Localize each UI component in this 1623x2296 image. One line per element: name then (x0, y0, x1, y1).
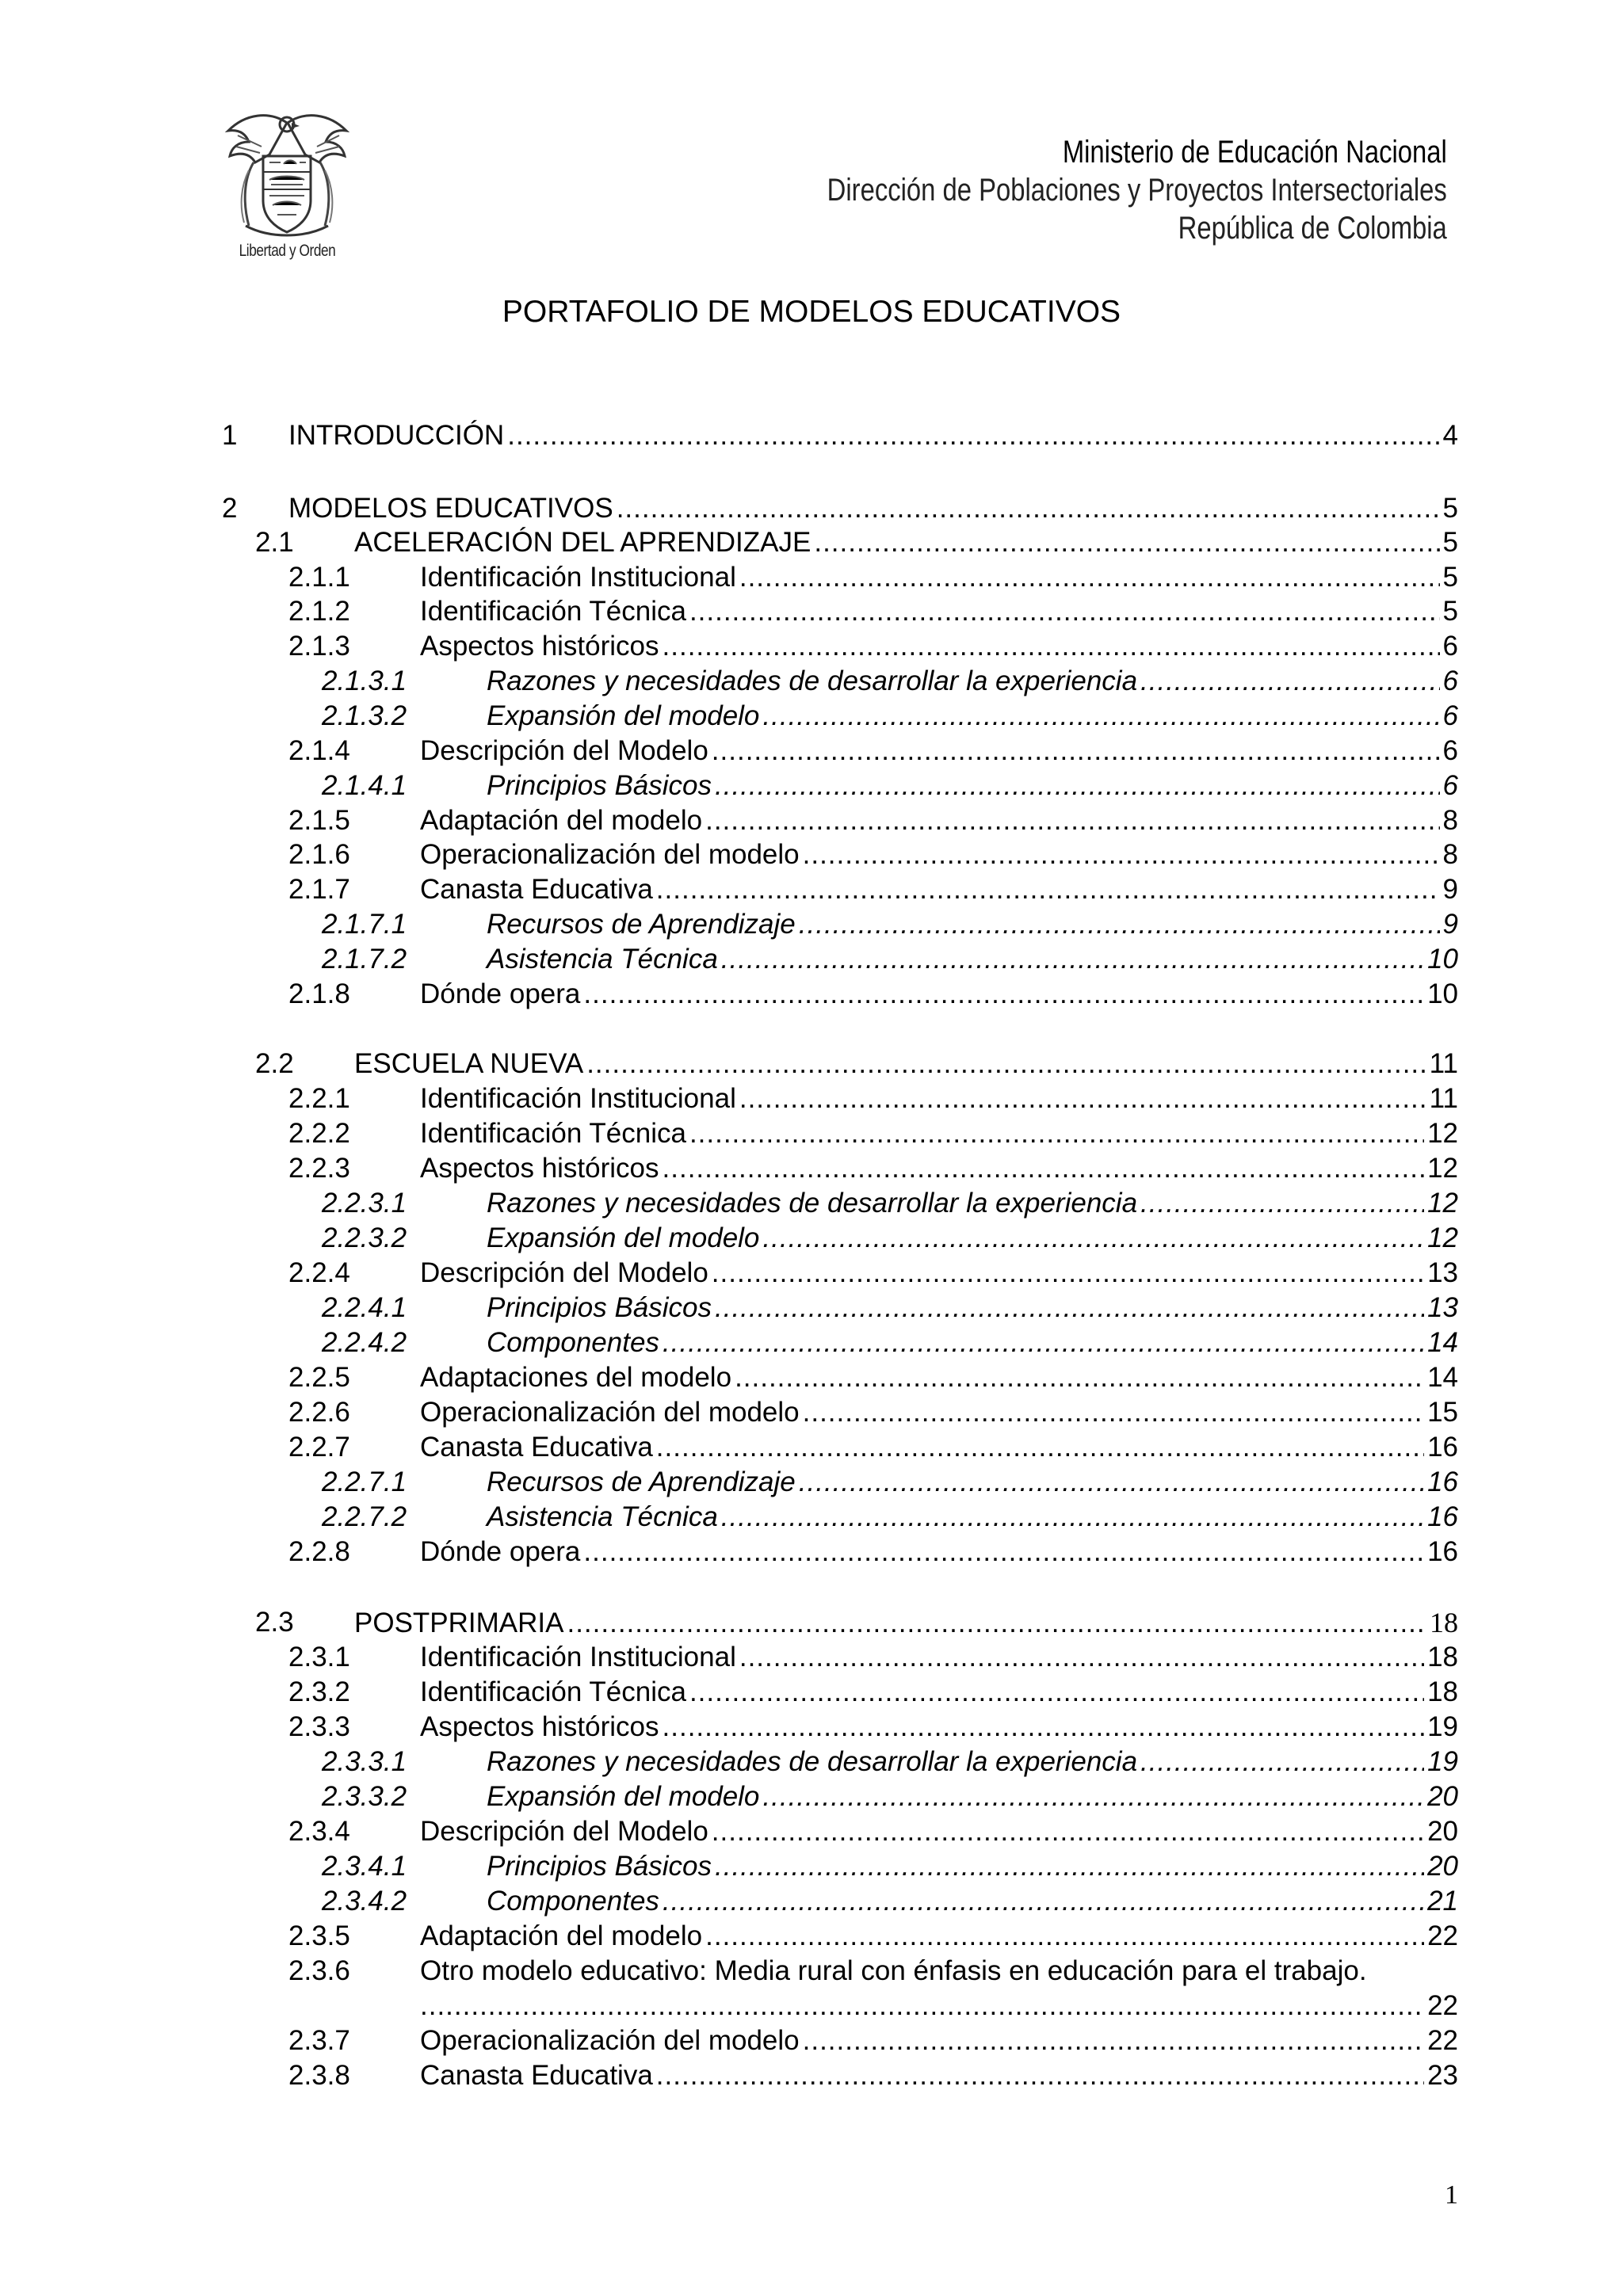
toc-entry-number: 2.1.7 (288, 874, 350, 905)
toc-entry[interactable] (0, 1535, 1623, 1569)
toc-entry-number: 2.2.8 (288, 1536, 350, 1567)
toc-entry[interactable] (0, 837, 1623, 872)
dot-leader (721, 1500, 1424, 1535)
toc-entry-label: Recursos de Aprendizaje (487, 1465, 799, 1500)
toc-entry[interactable] (0, 2023, 1623, 2058)
toc-entry-number: 2.2.3.1 (322, 1188, 407, 1219)
toc-entry-label: Identificación Institucional (420, 1640, 739, 1675)
toc-entry-label: Operacionalización del modelo (420, 837, 803, 872)
dot-leader (705, 1919, 1424, 1954)
toc-entry-number: 2.3.7 (288, 2025, 350, 2056)
toc-entry[interactable] (0, 1605, 1623, 1640)
dot-leader (1140, 664, 1440, 699)
country-name: República de Colombia (1178, 211, 1447, 246)
toc-entry-number: 2.2 (255, 1048, 294, 1079)
dot-leader (420, 1989, 1424, 2023)
toc-entry[interactable] (0, 1291, 1623, 1325)
dot-leader (617, 491, 1440, 526)
toc-entry-label: Dónde opera (420, 977, 583, 1012)
toc-entry-page: 15 (1427, 1397, 1458, 1428)
toc-entry[interactable] (0, 803, 1623, 838)
toc-entry[interactable] (0, 907, 1623, 942)
toc-entry-label: Canasta Educativa (420, 2058, 656, 2093)
dot-leader (799, 1465, 1424, 1500)
toc-entry-page: 22 (1427, 1920, 1458, 1951)
toc-entry-page: 8 (1442, 805, 1458, 836)
dot-leader (739, 560, 1440, 595)
toc-entry[interactable] (0, 1186, 1623, 1221)
toc-entry-page: 5 (1442, 562, 1458, 593)
toc-entry-number: 2.3.8 (288, 2060, 350, 2091)
toc-entry-number: 2.1.3 (288, 631, 350, 662)
dot-leader (1140, 1186, 1424, 1221)
dot-leader (799, 907, 1440, 942)
toc-entry-page: 14 (1427, 1327, 1458, 1358)
dot-leader (689, 1675, 1424, 1710)
toc-entry-label: Adaptación del modelo (420, 1919, 705, 1954)
toc-entry[interactable] (0, 1675, 1623, 1710)
toc-entry[interactable] (0, 1116, 1623, 1151)
toc-entry-label: Componentes (487, 1884, 663, 1919)
dot-leader (712, 734, 1440, 769)
toc-entry-page: 14 (1427, 1362, 1458, 1393)
toc-entry[interactable] (0, 491, 1623, 526)
toc-entry[interactable] (0, 1814, 1623, 1849)
toc-entry-page: 9 (1442, 909, 1458, 940)
dot-leader (762, 1779, 1424, 1814)
toc-entry-page: 18 (1427, 1676, 1458, 1707)
toc-entry[interactable] (0, 594, 1623, 629)
toc-entry-label: ESCUELA NUEVA (354, 1047, 586, 1081)
toc-entry-label: Descripción del Modelo (420, 1814, 712, 1849)
toc-entry[interactable] (0, 1325, 1623, 1360)
dot-leader (705, 803, 1439, 838)
toc-entry-page: 12 (1427, 1118, 1458, 1149)
toc-entry-label: Recursos de Aprendizaje (487, 907, 799, 942)
toc-entry-page: 12 (1427, 1222, 1458, 1253)
toc-entry-label: INTRODUCCIÓN (288, 418, 507, 453)
toc-entry-page: 6 (1442, 700, 1458, 731)
toc-entry-number: 2.2.3.2 (322, 1222, 407, 1253)
organization-header (691, 133, 1447, 247)
toc-entry-page: 6 (1442, 631, 1458, 662)
dot-leader (739, 1081, 1426, 1116)
dot-leader (663, 1325, 1424, 1360)
dot-leader (656, 1430, 1424, 1465)
toc-entry-number: 2.2.4.1 (322, 1292, 407, 1323)
toc-entry-number: 2.3.3.1 (322, 1746, 407, 1777)
toc-entry-label: Dónde opera (420, 1535, 583, 1569)
dot-leader (814, 525, 1439, 560)
toc-entry-page: 16 (1427, 1501, 1458, 1532)
dot-leader (721, 942, 1424, 977)
toc-entry[interactable] (0, 525, 1623, 560)
toc-entry-number: 2.2.3 (288, 1153, 350, 1184)
dot-leader (586, 1047, 1426, 1081)
toc-entry[interactable] (0, 1954, 1623, 2021)
toc-entry-label: Operacionalización del modelo (420, 2023, 803, 2058)
toc-entry-label: Razones y necesidades de desarrollar la experiencia (487, 1745, 1140, 1779)
toc-entry-label: Identificación Técnica (420, 594, 689, 629)
toc-entry-label: Razones y necesidades de desarrollar la experiencia (487, 664, 1140, 699)
dot-leader (663, 1884, 1424, 1919)
toc-entry-number: 2.3.4.1 (322, 1851, 407, 1882)
toc-entry-page: 10 (1427, 944, 1458, 974)
toc-entry-page: 19 (1427, 1711, 1458, 1742)
toc-entry-number: 2.2.4.2 (322, 1327, 407, 1358)
toc-entry[interactable] (0, 769, 1623, 803)
toc-entry[interactable] (0, 1465, 1623, 1500)
toc-entry-label: Identificación Institucional (420, 1081, 739, 1116)
ministry-name: Ministerio de Educación Nacional (1063, 135, 1447, 170)
toc-entry[interactable] (0, 1395, 1623, 1430)
toc-entry-page: 16 (1427, 1536, 1458, 1567)
toc-entry-number: 2.2.2 (288, 1118, 350, 1149)
toc-entry-label: Asistencia Técnica (487, 942, 721, 977)
toc-entry-number: 2.2.7.1 (322, 1466, 407, 1497)
dot-leader (689, 594, 1440, 629)
toc-entry-page: 11 (1429, 1048, 1458, 1079)
toc-entry-page: 5 (1442, 527, 1458, 558)
dot-leader (583, 977, 1424, 1012)
toc-entry[interactable] (0, 1745, 1623, 1779)
toc-entry-page: 20 (1427, 1851, 1458, 1882)
toc-entry-page: 16 (1427, 1466, 1458, 1497)
toc-entry-number: 2.3.3.2 (322, 1781, 407, 1812)
toc-entry-page: 5 (1442, 596, 1458, 627)
dot-leader (762, 699, 1439, 734)
toc-entry[interactable] (0, 418, 1623, 453)
dot-leader (803, 837, 1440, 872)
dot-leader (583, 1535, 1424, 1569)
toc-entry-page: 20 (1427, 1816, 1458, 1847)
dot-leader (715, 1849, 1424, 1884)
page-number: 1 (1445, 2180, 1458, 2210)
toc-entry-number: 2.3 (255, 1607, 294, 1638)
dot-leader (656, 2058, 1424, 2093)
toc-entry-number: 2.1.4 (288, 735, 350, 766)
toc-entry[interactable] (0, 629, 1623, 664)
toc-entry[interactable] (0, 1151, 1623, 1186)
toc-entry-label: Aspectos históricos (420, 1151, 663, 1186)
dot-leader (735, 1360, 1424, 1395)
dot-leader (1140, 1745, 1424, 1779)
toc-entry-page: 6 (1442, 666, 1458, 696)
dot-leader (739, 1640, 1424, 1675)
toc-entry-page: 18 (1430, 1607, 1458, 1638)
toc-entry-label: Descripción del Modelo (420, 1256, 712, 1291)
toc-entry-page: 23 (1427, 2060, 1458, 2091)
toc-entry-page: 19 (1427, 1746, 1458, 1777)
toc-entry-number: 2.2.7.2 (322, 1501, 407, 1532)
toc-entry[interactable] (0, 1430, 1623, 1465)
toc-entry-label: Identificación Técnica (420, 1116, 689, 1151)
toc-entry[interactable] (0, 699, 1623, 734)
toc-entry[interactable] (0, 1221, 1623, 1256)
toc-entry[interactable] (0, 1360, 1623, 1395)
toc-entry-label: Adaptación del modelo (420, 803, 705, 838)
toc-entry-page: 10 (1427, 978, 1458, 1009)
toc-entry-number: 2.2.4 (288, 1257, 350, 1288)
toc-entry-number: 2.1.1 (288, 562, 350, 593)
toc-entry-label: ACELERACIÓN DEL APRENDIZAJE (354, 525, 814, 560)
toc-entry-page: 12 (1427, 1188, 1458, 1219)
coat-of-arms-icon (222, 107, 353, 242)
document-title: PORTAFOLIO DE MODELOS EDUCATIVOS (502, 295, 1121, 329)
toc-entry-label: Razones y necesidades de desarrollar la experiencia (487, 1186, 1140, 1221)
dot-leader (656, 872, 1440, 907)
toc-entry-number: 2.2.6 (288, 1397, 350, 1428)
toc-entry-number: 2.1.3.1 (322, 666, 407, 696)
toc-entry-label: Otro modelo educativo: Media rural con énfasis en educación para el trabajo. (420, 1954, 1370, 1989)
dot-leader (567, 1606, 1426, 1641)
toc-entry-label: Identificación Técnica (420, 1675, 689, 1710)
dot-leader (663, 629, 1440, 664)
toc-entry[interactable] (0, 1081, 1623, 1116)
toc-entry-label: Expansión del modelo (487, 1221, 762, 1256)
toc-entry-number: 2.3.2 (288, 1676, 350, 1707)
toc-entry-label: Canasta Educativa (420, 1430, 656, 1465)
dot-leader (663, 1710, 1425, 1745)
toc-entry-number: 2.1.7.2 (322, 944, 407, 974)
toc-entry-number: 2.1.5 (288, 805, 350, 836)
toc-entry-page: 13 (1427, 1257, 1458, 1288)
toc-entry[interactable] (0, 664, 1623, 699)
toc-entry-number: 2.2.5 (288, 1362, 350, 1393)
toc-entry[interactable] (0, 560, 1623, 595)
toc-entry-label: Adaptaciones del modelo (420, 1360, 735, 1395)
toc-entry-number: 2.3.1 (288, 1642, 350, 1672)
dot-leader (507, 418, 1439, 453)
toc-entry-number: 2.1.2 (288, 596, 350, 627)
toc-entry-number: 2.3.5 (288, 1920, 350, 1951)
toc-entry-number: 2.1.8 (288, 978, 350, 1009)
toc-entry-page: 12 (1427, 1153, 1458, 1184)
toc-entry-page: 5 (1442, 493, 1458, 524)
toc-entry-label: Identificación Institucional (420, 560, 739, 595)
toc-entry-page: 18 (1427, 1642, 1458, 1672)
toc-entry-number: 2.1.7.1 (322, 909, 407, 940)
toc-entry[interactable] (0, 1640, 1623, 1675)
toc-entry-page: 22 (1427, 1990, 1458, 2021)
toc-entry-page: 11 (1429, 1083, 1458, 1114)
dot-leader (803, 2023, 1424, 2058)
dot-leader (663, 1151, 1425, 1186)
toc-entry-label: Aspectos históricos (420, 629, 663, 664)
toc-entry-label: Componentes (487, 1325, 663, 1360)
toc-entry[interactable] (0, 1919, 1623, 1954)
toc-entry-number: 1 (222, 420, 238, 451)
dot-leader (762, 1221, 1424, 1256)
toc-entry-page: 16 (1427, 1432, 1458, 1463)
toc-entry-label: Principios Básicos (487, 769, 715, 803)
toc-entry[interactable] (0, 1710, 1623, 1745)
toc-entry-label: Operacionalización del modelo (420, 1395, 803, 1430)
toc-entry[interactable] (0, 1849, 1623, 1884)
motto-text: Libertad y Orden (239, 242, 336, 260)
toc-entry-label: Descripción del Modelo (420, 734, 712, 769)
toc-entry[interactable] (0, 1500, 1623, 1535)
toc-entry-page: 8 (1442, 839, 1458, 870)
toc-entry[interactable] (0, 1256, 1623, 1291)
toc-entry-number: 2.2.1 (288, 1083, 350, 1114)
toc-entry[interactable] (0, 872, 1623, 907)
directorate-name: Dirección de Poblaciones y Proyectos Intersectoriales (827, 173, 1447, 208)
toc-entry-label: POSTPRIMARIA (354, 1606, 567, 1641)
toc-entry[interactable] (0, 942, 1623, 977)
toc-entry-number: 2.3.3 (288, 1711, 350, 1742)
toc-entry-label: Principios Básicos (487, 1291, 715, 1325)
toc-entry-page: 22 (1427, 2025, 1458, 2056)
dot-leader (715, 769, 1440, 803)
toc-entry-number: 2.3.4.2 (322, 1886, 407, 1917)
toc-entry-number: 2.1.4.1 (322, 770, 407, 801)
toc-entry-number: 2.3.6 (288, 1955, 350, 1986)
toc-entry[interactable] (0, 1884, 1623, 1919)
dot-leader (712, 1256, 1424, 1291)
toc-entry-number: 2.2.7 (288, 1432, 350, 1463)
coat-of-arms-logo (222, 107, 353, 265)
toc-entry-page: 9 (1442, 874, 1458, 905)
toc-entry-page: 21 (1427, 1886, 1458, 1917)
toc-entry-page: 20 (1427, 1781, 1458, 1812)
dot-leader (803, 1395, 1424, 1430)
toc-entry-label: Canasta Educativa (420, 872, 656, 907)
toc-entry-number: 2.1 (255, 527, 294, 558)
toc-entry[interactable] (0, 2058, 1623, 2093)
toc-entry[interactable] (0, 1779, 1623, 1814)
toc-entry-label: MODELOS EDUCATIVOS (288, 491, 617, 526)
toc-entry[interactable] (0, 1047, 1623, 1081)
dot-leader (712, 1814, 1424, 1849)
toc-entry-label: Aspectos históricos (420, 1710, 663, 1745)
toc-entry-label: Expansión del modelo (487, 1779, 762, 1814)
toc-entry-page: 6 (1442, 735, 1458, 766)
toc-entry-page: 13 (1427, 1292, 1458, 1323)
toc-entry-label: Asistencia Técnica (487, 1500, 721, 1535)
toc-entry-page: 4 (1442, 420, 1458, 451)
toc-entry-label: Expansión del modelo (487, 699, 762, 734)
toc-entry-number: 2 (222, 493, 238, 524)
toc-entry-number: 2.1.3.2 (322, 700, 407, 731)
toc-entry-number: 2.3.4 (288, 1816, 350, 1847)
toc-entry-page: 6 (1442, 770, 1458, 801)
dot-leader (715, 1291, 1424, 1325)
toc-entry-number: 2.1.6 (288, 839, 350, 870)
toc-entry-label: Principios Básicos (487, 1849, 715, 1884)
toc-entry[interactable] (0, 734, 1623, 769)
dot-leader (689, 1116, 1424, 1151)
toc-entry[interactable] (0, 977, 1623, 1012)
